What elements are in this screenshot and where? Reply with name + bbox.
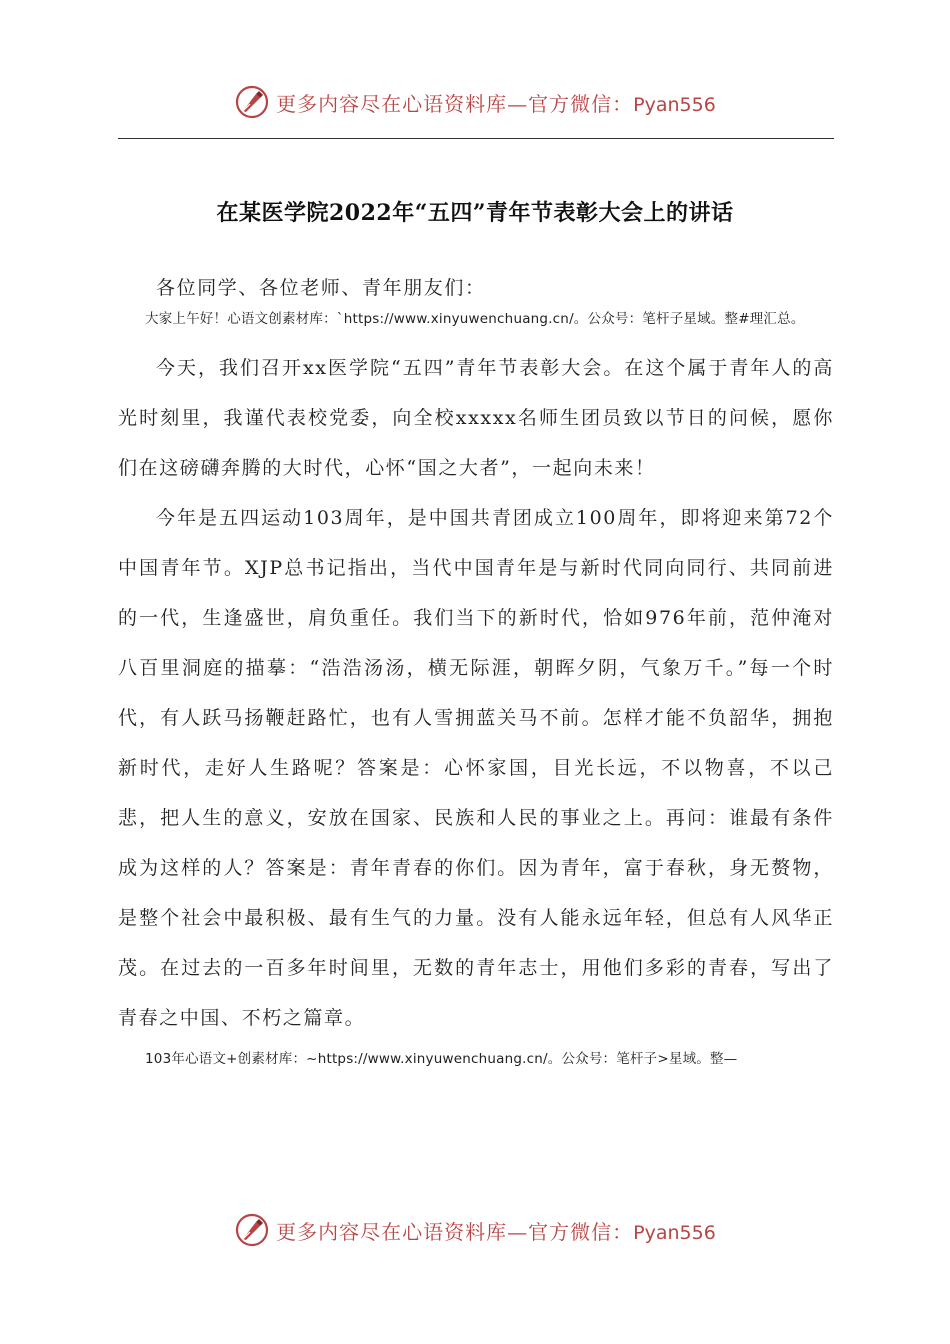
paragraph-2: 今年是五四运动103周年，是中国共青团成立100周年，即将迎来第72个中国青年节。XJP总书记指出，当代中国青年是与新时代同向同行、共同前进的一代，生逢盛世，肩负重任。我们当下的新时代，恰如976年前，范仲淹对八百里洞庭的描摹：“浩浩汤汤，横无际涯，朝晖夕阴，气象万千。”每一个时代，有人跃马扬鞭赶路忙，也有人雪拥蓝关马不前。怎样才能不负韶华，拥抱新时代，走好人生路呢？答案是：心怀家国，目光长远，不以物喜，不以己悲，把人生的意义，安放在国家、民族和人民的事业之上。再问：谁最有条件成为这样的人？答案是：青年青春的你们。因为青年，富于春秋，身无赘物，是整个社会中最积极、最有生气的力量。没有人能永远年轻，但总有人风华正茂。在过去的一百多年时间里，无数的青年志士，用他们多彩的青春，写出了青春之中国、不朽之篇章。 xyxy=(118,507,834,1029)
pen-nib-logo-icon xyxy=(234,1212,270,1248)
header-banner xyxy=(0,80,950,124)
footer-banner-text: 更多内容尽在心语资料库—官方微信：Pyan556 xyxy=(276,1219,716,1244)
source-note: 大家上午好！心语文创素材库：`https://www.xinyuwenchuang.cn/。公众号：笔杆子星域。整#理汇总。 xyxy=(145,311,805,327)
pen-nib-logo-icon xyxy=(234,84,270,120)
footer-banner-id: Pyan556 xyxy=(633,1221,716,1244)
footer-banner xyxy=(0,1208,950,1252)
header-divider xyxy=(118,138,834,139)
document-title: 在某医学院2022年“五四”青年节表彰大会上的讲话 xyxy=(216,200,734,226)
header-banner-id: Pyan556 xyxy=(633,93,716,116)
document-body xyxy=(118,272,834,1073)
greeting: 各位同学、各位老师、青年朋友们： xyxy=(156,277,486,299)
source-note-2: 103年心语文+创素材库：~https://www.xinyuwenchuang.cn/。公众号：笔杆子>星域。整— xyxy=(145,1051,738,1067)
paragraph-1: 今天，我们召开xx医学院“五四”青年节表彰大会。在这个属于青年人的高光时刻里，我谨代表校党委，向全校xxxxx名师生团员致以节日的问候，愿你们在这磅礴奔腾的大时代，心怀“国之大者”，一起向未来！ xyxy=(118,357,834,479)
header-banner-text: 更多内容尽在心语资料库—官方微信：Pyan556 xyxy=(276,91,716,116)
